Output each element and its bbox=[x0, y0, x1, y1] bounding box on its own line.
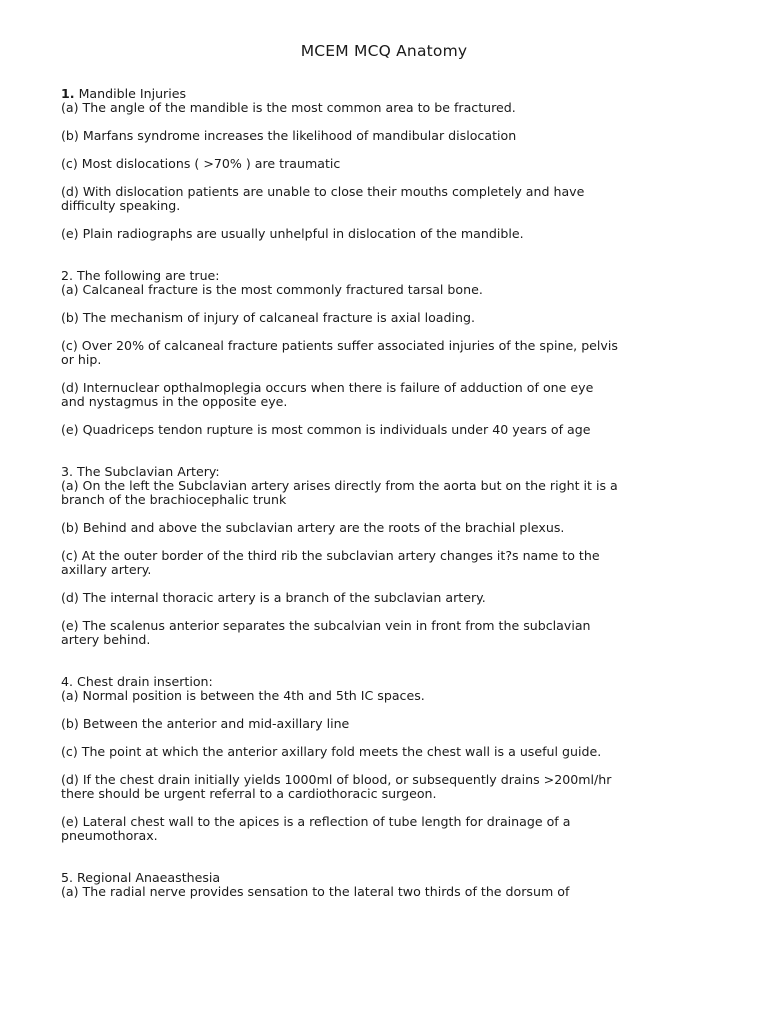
page-title: MCEM MCQ Anatomy bbox=[300, 42, 468, 60]
question-number: 5. bbox=[61, 870, 74, 885]
question-heading bbox=[61, 87, 621, 101]
question-number: 1. bbox=[61, 86, 75, 101]
question-heading bbox=[61, 871, 621, 885]
option-a: (a) The radial nerve provides sensation to the lateral two thirds of the dorsum of bbox=[61, 884, 570, 899]
option-a: (a) Calcaneal fracture is the most commonly fractured tarsal bone. bbox=[61, 282, 483, 297]
option-c: (c) At the outer border of the third rib the subclavian artery changes it?s name to the axillary artery. bbox=[61, 548, 600, 577]
option-d: (d) The internal thoracic artery is a branch of the subclavian artery. bbox=[61, 590, 486, 605]
question-2 bbox=[61, 269, 621, 437]
question-number: 4. bbox=[61, 674, 74, 689]
question-1 bbox=[61, 87, 621, 241]
option-e: (e) Quadriceps tendon rupture is most common is individuals under 40 years of age bbox=[61, 422, 591, 437]
option-c: (c) Most dislocations ( >70% ) are traumatic bbox=[61, 156, 341, 171]
option-b: (b) Between the anterior and mid-axillary line bbox=[61, 716, 350, 731]
option-e: (e) Lateral chest wall to the apices is a reflection of tube length for drainage of a pneumothorax. bbox=[61, 814, 571, 843]
option-c: (c) The point at which the anterior axillary fold meets the chest wall is a useful guide. bbox=[61, 744, 602, 759]
question-number: 2. bbox=[61, 268, 74, 283]
question-stem: Mandible Injuries bbox=[74, 86, 187, 101]
option-b: (b) Marfans syndrome increases the likelihood of mandibular dislocation bbox=[61, 128, 517, 143]
document-body bbox=[61, 87, 621, 927]
question-heading bbox=[61, 675, 621, 689]
option-e: (e) The scalenus anterior separates the subcalvian vein in front from the subclavian artery behind. bbox=[61, 618, 591, 647]
option-b: (b) The mechanism of injury of calcaneal fracture is axial loading. bbox=[61, 310, 475, 325]
question-stem: The Subclavian Artery: bbox=[73, 464, 220, 479]
question-stem: Regional Anaeasthesia bbox=[73, 870, 221, 885]
option-e: (e) Plain radiographs are usually unhelpful in dislocation of the mandible. bbox=[61, 226, 524, 241]
question-stem: The following are true: bbox=[73, 268, 220, 283]
option-d: (d) Internuclear opthalmoplegia occurs when there is failure of adduction of one eye and nystagmus in the opposite eye. bbox=[61, 380, 594, 409]
option-a: (a) The angle of the mandible is the most common area to be fractured. bbox=[61, 100, 516, 115]
option-a: (a) Normal position is between the 4th and 5th IC spaces. bbox=[61, 688, 425, 703]
option-b: (b) Behind and above the subclavian artery are the roots of the brachial plexus. bbox=[61, 520, 565, 535]
option-a: (a) On the left the Subclavian artery arises directly from the aorta but on the right it is a branch of the brachiocephalic trunk bbox=[61, 478, 618, 507]
question-heading bbox=[61, 269, 621, 283]
option-d: (d) If the chest drain initially yields 1000ml of blood, or subsequently drains >200ml/hr there should be urgent referral to a cardiothoracic surgeon. bbox=[61, 772, 612, 801]
question-number: 3. bbox=[61, 464, 74, 479]
question-heading bbox=[61, 465, 621, 479]
question-3 bbox=[61, 465, 621, 647]
question-stem: Chest drain insertion: bbox=[73, 674, 213, 689]
option-d: (d) With dislocation patients are unable to close their mouths completely and have difficulty speaking. bbox=[61, 184, 585, 213]
option-c: (c) Over 20% of calcaneal fracture patients suffer associated injuries of the spine, pelvis or hip. bbox=[61, 338, 618, 367]
question-4 bbox=[61, 675, 621, 843]
question-5 bbox=[61, 871, 621, 899]
